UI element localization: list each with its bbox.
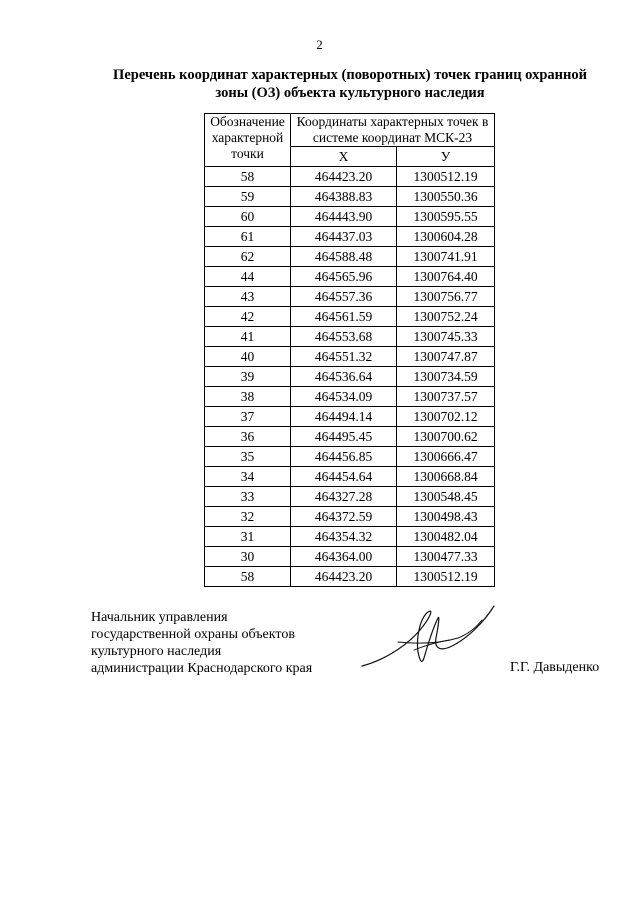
cell-x: 464494.14 [291,407,397,427]
cell-point: 61 [205,227,291,247]
cell-x: 464437.03 [291,227,397,247]
cell-y: 1300666.47 [397,447,495,467]
cell-x: 464327.28 [291,487,397,507]
cell-x: 464443.90 [291,207,397,227]
table-row [205,467,495,487]
table-row [205,187,495,207]
cell-y: 1300700.62 [397,427,495,447]
header-point-designation: Обозначение характерной точки [205,114,291,167]
cell-point: 41 [205,327,291,347]
cell-point: 30 [205,547,291,567]
table-row [205,387,495,407]
coordinates-table [204,113,495,587]
handwritten-signature [358,592,498,677]
cell-y: 1300702.12 [397,407,495,427]
table-row [205,207,495,227]
cell-y: 1300595.55 [397,207,495,227]
cell-x: 464588.48 [291,247,397,267]
cell-point: 33 [205,487,291,507]
coordinates-table-body [205,167,495,587]
cell-point: 37 [205,407,291,427]
cell-y: 1300477.33 [397,547,495,567]
cell-point: 42 [205,307,291,327]
cell-point: 60 [205,207,291,227]
cell-y: 1300747.87 [397,347,495,367]
table-row [205,327,495,347]
cell-x: 464561.59 [291,307,397,327]
cell-point: 32 [205,507,291,527]
table-row [205,427,495,447]
cell-x: 464456.85 [291,447,397,467]
cell-y: 1300512.19 [397,167,495,187]
table-row [205,407,495,427]
table-row [205,487,495,507]
cell-point: 44 [205,267,291,287]
signer-name: Г.Г. Давыденко [510,660,600,675]
table-row [205,307,495,327]
signer-position-line: администрации Краснодарского края [91,661,313,676]
cell-y: 1300764.40 [397,267,495,287]
cell-x: 464565.96 [291,267,397,287]
cell-y: 1300548.45 [397,487,495,507]
cell-y: 1300482.04 [397,527,495,547]
header-coordinates: Координаты характерных точек в системе координат МСК-23 [291,114,495,147]
header-x: Х [291,147,397,167]
table-row [205,507,495,527]
table-row [205,167,495,187]
cell-point: 40 [205,347,291,367]
cell-point: 35 [205,447,291,467]
cell-point: 36 [205,427,291,447]
table-row [205,367,495,387]
table-row [205,447,495,467]
table-row [205,347,495,367]
table-row [205,267,495,287]
cell-x: 464454.64 [291,467,397,487]
cell-y: 1300550.36 [397,187,495,207]
cell-point: 58 [205,167,291,187]
cell-point: 34 [205,467,291,487]
table-row [205,567,495,587]
table-row [205,227,495,247]
cell-x: 464354.32 [291,527,397,547]
cell-x: 464423.20 [291,167,397,187]
signer-position-line: культурного наследия [91,644,222,659]
cell-x: 464364.00 [291,547,397,567]
signer-position-line: государственной охраны объектов [91,627,295,642]
header-y: У [397,147,495,167]
cell-point: 43 [205,287,291,307]
signature-block [91,609,351,677]
cell-point: 59 [205,187,291,207]
cell-y: 1300512.19 [397,567,495,587]
cell-x: 464423.20 [291,567,397,587]
document-title: Перечень координат характерных (поворотных) точек границ охранной зоны (ОЗ) объекта культурного наследия [113,67,587,101]
cell-x: 464495.45 [291,427,397,447]
cell-x: 464551.32 [291,347,397,367]
table-row [205,247,495,267]
cell-y: 1300734.59 [397,367,495,387]
table-row [205,547,495,567]
cell-point: 39 [205,367,291,387]
signer-position-line: Начальник управления [91,610,228,625]
cell-y: 1300756.77 [397,287,495,307]
cell-x: 464372.59 [291,507,397,527]
cell-x: 464388.83 [291,187,397,207]
cell-x: 464536.64 [291,367,397,387]
cell-point: 31 [205,527,291,547]
cell-y: 1300745.33 [397,327,495,347]
table-row [205,527,495,547]
page-number: 2 [316,37,323,52]
cell-point: 38 [205,387,291,407]
cell-x: 464534.09 [291,387,397,407]
cell-y: 1300604.28 [397,227,495,247]
cell-y: 1300498.43 [397,507,495,527]
cell-y: 1300737.57 [397,387,495,407]
cell-y: 1300741.91 [397,247,495,267]
cell-y: 1300668.84 [397,467,495,487]
cell-x: 464557.36 [291,287,397,307]
cell-point: 62 [205,247,291,267]
cell-point: 58 [205,567,291,587]
cell-x: 464553.68 [291,327,397,347]
cell-y: 1300752.24 [397,307,495,327]
table-row [205,287,495,307]
